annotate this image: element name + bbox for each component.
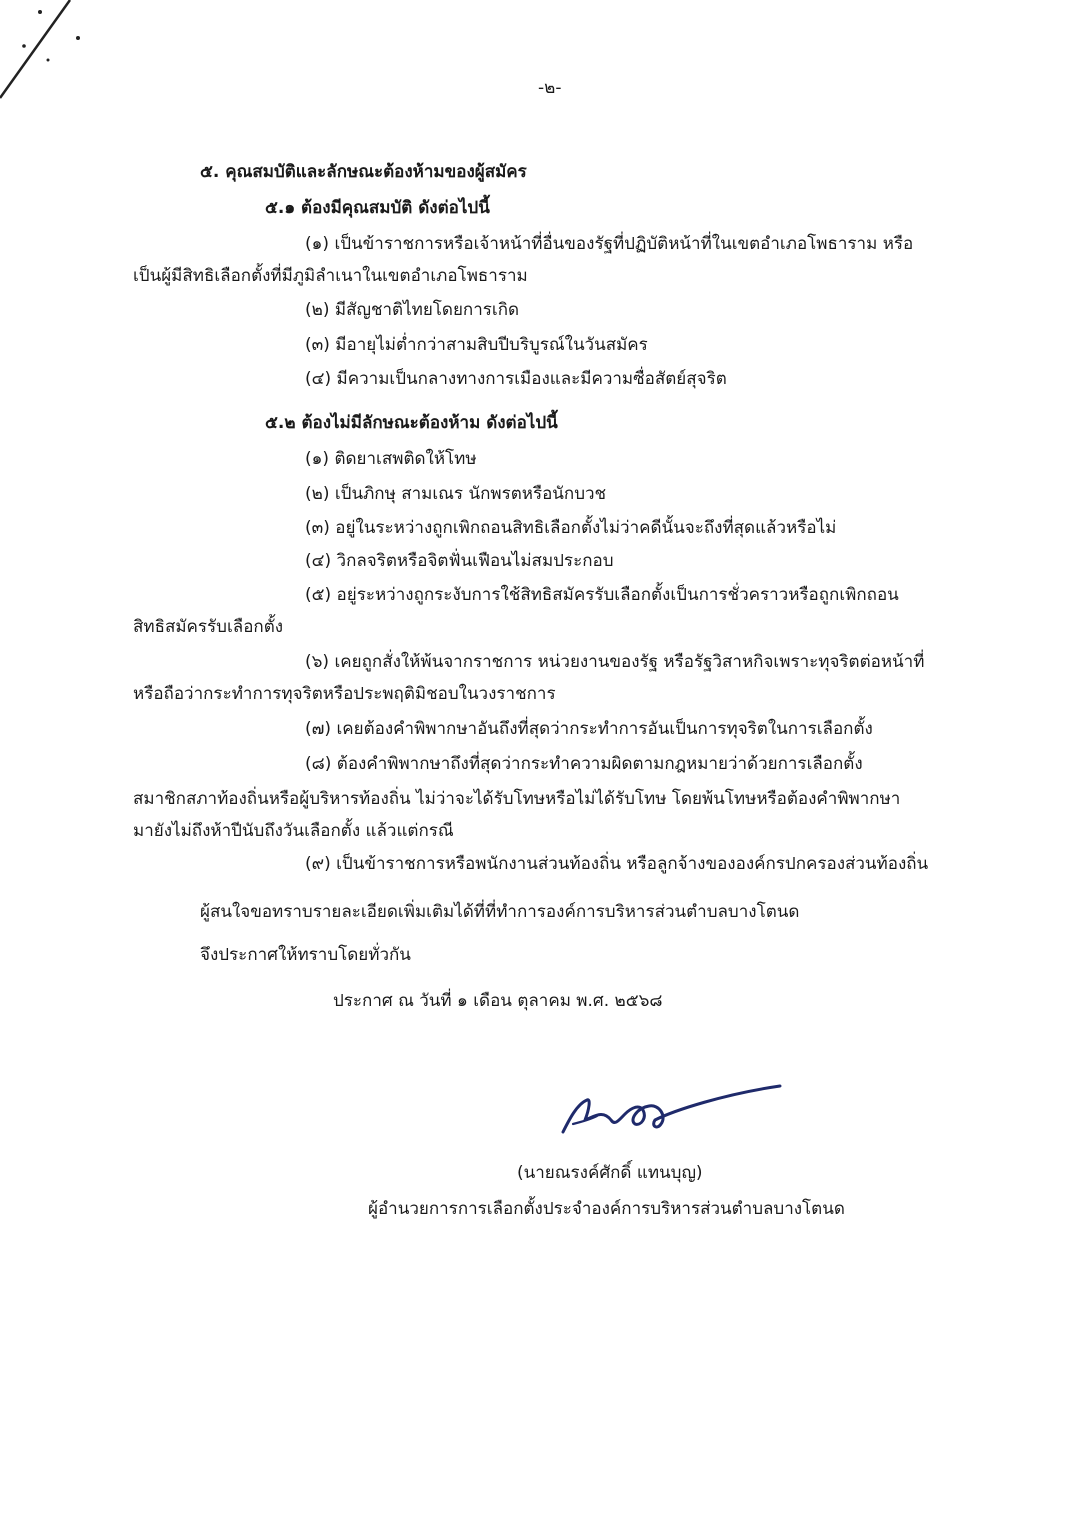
prohibition-5-line1: (๕) อยู่ระหว่างถูกระงับการใช้สิทธิสมัครรับเลือกตั้งเป็นการชั่วคราวหรือถูกเพิกถอน: [305, 585, 899, 605]
prohibition-8-line2: สมาชิกสภาท้องถิ่นหรือผู้บริหารท้องถิ่น ไม่ว่าจะได้รับโทษหรือไม่ได้รับโทษ โดยพ้นโทษหรือต้องคำพิพากษา: [133, 789, 901, 809]
prohibition-6-line1: (๖) เคยถูกสั่งให้พ้นจากราชการ หน่วยงานของรัฐ หรือรัฐวิสาหกิจเพราะทุจริตต่อหน้าที่: [305, 652, 925, 672]
prohibition-5-line2: สิทธิสมัครรับเลือกตั้ง: [133, 617, 284, 637]
prohibition-3: (๓) อยู่ในระหว่างถูกเพิกถอนสิทธิเลือกตั้งไม่ว่าคดีนั้นจะถึงที่สุดแล้วหรือไม่: [305, 518, 837, 538]
prohibition-7: (๗) เคยต้องคำพิพากษาอันถึงที่สุดว่ากระทำการอันเป็นการทุจริตในการเลือกตั้ง: [305, 719, 873, 739]
signer-name: (นายณรงค์ศักดิ์ แทนบุญ): [517, 1163, 703, 1183]
qualification-4: (๔) มีความเป็นกลางทางการเมืองและมีความซื่อสัตย์สุจริต: [305, 369, 727, 389]
prohibition-8-line3: มายังไม่ถึงห้าปีนับถึงวันเลือกตั้ง แล้วแต่กรณี: [133, 821, 454, 841]
section-5-1-heading: ๕.๑ ต้องมีคุณสมบัติ ดังต่อไปนี้: [265, 198, 490, 218]
qualification-1-line1: (๑) เป็นข้าราชการหรือเจ้าหน้าที่อื่นของรัฐที่ปฏิบัติหน้าที่ในเขตอำเภอโพธาราม หรือ: [305, 234, 914, 254]
prohibition-8-line1: (๘) ต้องคำพิพากษาถึงที่สุดว่ากระทำความผิดตามกฎหมายว่าด้วยการเลือกตั้ง: [305, 754, 863, 774]
prohibition-1: (๑) ติดยาเสพติดให้โทษ: [305, 449, 477, 469]
prohibition-4: (๔) วิกลจริตหรือจิตฟั่นเฟือนไม่สมประกอบ: [305, 551, 614, 571]
scan-edge-mark: [0, 0, 90, 110]
inquiry-text: ผู้สนใจขอทราบรายละเอียดเพิ่มเติมได้ที่ที่ทำการองค์การบริหารส่วนตำบลบางโตนด: [200, 902, 800, 922]
page-number: -๒-: [538, 78, 562, 98]
section-5-heading: ๕. คุณสมบัติและลักษณะต้องห้ามของผู้สมัคร: [200, 162, 527, 182]
prohibition-6-line2: หรือถือว่ากระทำการทุจริตหรือประพฤติมิชอบในวงราชการ: [133, 684, 556, 704]
signature: [555, 1080, 785, 1140]
signer-position: ผู้อำนวยการการเลือกตั้งประจำองค์การบริหารส่วนตำบลบางโตนด: [368, 1199, 845, 1219]
qualification-3: (๓) มีอายุไม่ต่ำกว่าสามสิบปีบริบูรณ์ในวันสมัคร: [305, 335, 648, 355]
qualification-2: (๒) มีสัญชาติไทยโดยการเกิด: [305, 300, 520, 320]
date-line: ประกาศ ณ วันที่ ๑ เดือน ตุลาคม พ.ศ. ๒๕๖๘: [333, 991, 663, 1011]
prohibition-2: (๒) เป็นภิกษุ สามเณร นักพรตหรือนักบวช: [305, 484, 607, 504]
qualification-1-line2: เป็นผู้มีสิทธิเลือกตั้งที่มีภูมิลำเนาในเขตอำเภอโพธาราม: [133, 266, 528, 286]
prohibition-9: (๙) เป็นข้าราชการหรือพนักงานส่วนท้องถิ่น หรือลูกจ้างขององค์กรปกครองส่วนท้องถิ่น: [305, 854, 929, 874]
section-5-2-heading: ๕.๒ ต้องไม่มีลักษณะต้องห้าม ดังต่อไปนี้: [265, 413, 558, 433]
announce-text: จึงประกาศให้ทราบโดยทั่วกัน: [200, 945, 411, 965]
